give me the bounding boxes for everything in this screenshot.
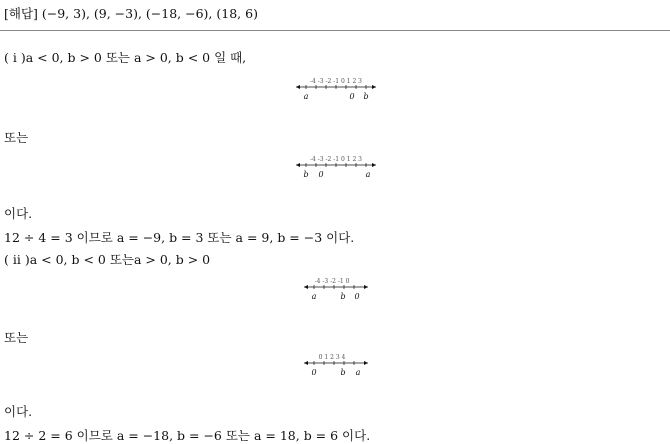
number-line-3 xyxy=(302,276,370,302)
number-line-2 xyxy=(294,154,378,180)
number-line-2-label-3: a xyxy=(365,170,371,179)
number-line-1-ticks: -4 -3 -2 -1 0 1 2 3 xyxy=(310,78,362,85)
number-line-4-label-2: b xyxy=(340,368,346,377)
number-line-4-ticks: 0 1 2 3 4 xyxy=(318,354,346,361)
number-line-2-label-1: b xyxy=(303,170,309,179)
case1-heading: ( i )a < 0, b > 0 또는 a > 0, b < 0 일 때, xyxy=(4,50,247,65)
number-line-2-label-2: 0 xyxy=(318,170,324,179)
answer-line: [해답] (−9, 3), (9, −3), (−18, −6), (18, 6) xyxy=(4,6,258,21)
number-line-3-label-2: b xyxy=(340,292,346,301)
number-line-3-ticks: -4 -3 -2 -1 0 xyxy=(314,278,350,285)
number-line-1-label-2: 0 xyxy=(349,92,355,101)
number-line-3-label-3: 0 xyxy=(354,292,360,301)
number-line-4-label-1: 0 xyxy=(311,368,317,377)
calc-line-1: 12 ÷ 4 = 3 이므로 a = −9, b = 3 또는 a = 9, b = −3 이다. xyxy=(4,230,355,245)
calc-line-2: 12 ÷ 2 = 6 이므로 a = −18, b = −6 또는 a = 18, b = 6 이다. xyxy=(4,428,371,443)
number-line-4-label-3: a xyxy=(355,368,361,377)
or-text-2: 또는 xyxy=(4,330,29,345)
number-line-1 xyxy=(294,76,378,102)
ida-text-2: 이다. xyxy=(4,404,33,419)
case2-heading: ( ii )a < 0, b < 0 또는a > 0, b > 0 xyxy=(4,252,211,267)
number-line-2-ticks: -4 -3 -2 -1 0 1 2 3 xyxy=(310,156,362,163)
ida-text-1: 이다. xyxy=(4,206,33,221)
number-line-1-label-3: b xyxy=(363,92,369,101)
number-line-4 xyxy=(302,352,370,378)
or-text-1: 또는 xyxy=(4,130,29,145)
number-line-3-label-1: a xyxy=(311,292,317,301)
divider xyxy=(0,30,670,31)
number-line-1-label-1: a xyxy=(303,92,309,101)
